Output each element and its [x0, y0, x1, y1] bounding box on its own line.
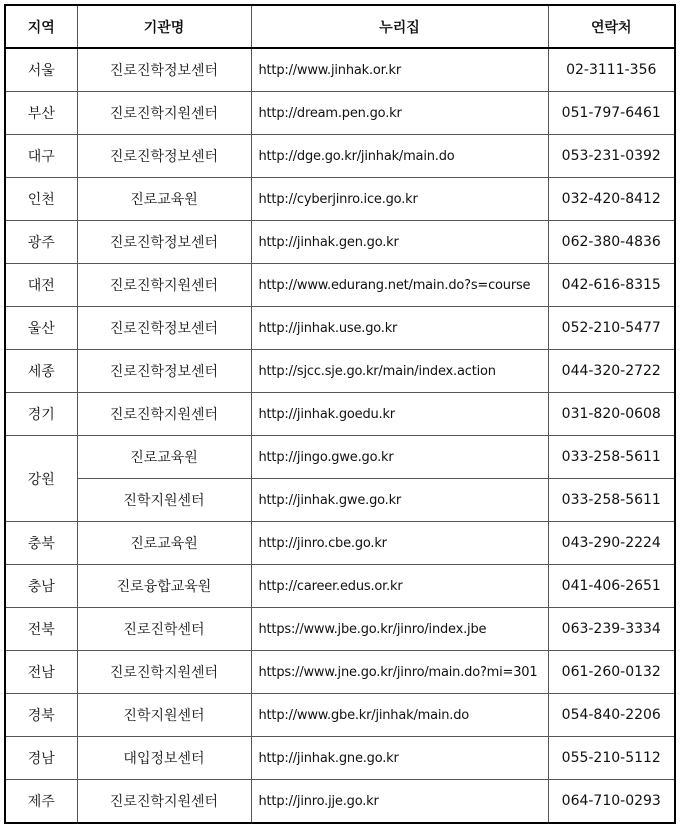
region-cell: 충북: [5, 522, 77, 565]
website-link[interactable]: https://www.jne.go.kr/jinro/main.do?mi=301: [251, 651, 548, 694]
phone-cell: 043-290-2224: [548, 522, 675, 565]
phone-cell: 041-406-2651: [548, 565, 675, 608]
phone-cell: 055-210-5112: [548, 737, 675, 780]
phone-cell: 033-258-5611: [548, 436, 675, 479]
website-link[interactable]: http://sjcc.sje.go.kr/main/index.action: [251, 350, 548, 393]
region-cell: 세종: [5, 350, 77, 393]
org-cell: 진로진학정보센터: [77, 48, 251, 92]
table-row: [5, 737, 675, 780]
phone-cell: 042-616-8315: [548, 264, 675, 307]
website-link[interactable]: https://www.jbe.go.kr/jinro/index.jbe: [251, 608, 548, 651]
region-cell: 충남: [5, 565, 77, 608]
career-center-table: [4, 4, 676, 824]
org-cell: 진로진학지원센터: [77, 393, 251, 436]
region-cell: 서울: [5, 48, 77, 92]
table-row: [5, 436, 675, 479]
org-cell: 진로교육원: [77, 436, 251, 479]
region-cell: 경기: [5, 393, 77, 436]
website-link[interactable]: http://jinhak.gen.go.kr: [251, 221, 548, 264]
table-row: [5, 479, 675, 522]
table-row: [5, 780, 675, 824]
region-cell: 전남: [5, 651, 77, 694]
phone-cell: 053-231-0392: [548, 135, 675, 178]
org-cell: 진로진학지원센터: [77, 780, 251, 824]
table-row: [5, 92, 675, 135]
region-cell: 경북: [5, 694, 77, 737]
website-link[interactable]: http://jinhak.gne.go.kr: [251, 737, 548, 780]
header-org: 기관명: [77, 5, 251, 48]
org-cell: 진학지원센터: [77, 694, 251, 737]
header-row: [5, 5, 675, 48]
table-row: [5, 350, 675, 393]
website-link[interactable]: http://jinhak.goedu.kr: [251, 393, 548, 436]
region-cell: 광주: [5, 221, 77, 264]
org-cell: 진로진학지원센터: [77, 264, 251, 307]
org-cell: 대입정보센터: [77, 737, 251, 780]
table-row: [5, 48, 675, 92]
region-cell: 대전: [5, 264, 77, 307]
phone-cell: 062-380-4836: [548, 221, 675, 264]
phone-cell: 061-260-0132: [548, 651, 675, 694]
phone-cell: 032-420-8412: [548, 178, 675, 221]
table-row: [5, 651, 675, 694]
region-cell: 울산: [5, 307, 77, 350]
region-cell: 경남: [5, 737, 77, 780]
table-row: [5, 178, 675, 221]
region-cell: 인천: [5, 178, 77, 221]
org-cell: 진로진학정보센터: [77, 307, 251, 350]
phone-cell: 051-797-6461: [548, 92, 675, 135]
phone-cell: 044-320-2722: [548, 350, 675, 393]
region-cell: 대구: [5, 135, 77, 178]
table-row: [5, 221, 675, 264]
website-link[interactable]: http://jinro.cbe.go.kr: [251, 522, 548, 565]
website-link[interactable]: http://www.edurang.net/main.do?s=course: [251, 264, 548, 307]
org-cell: 진로진학정보센터: [77, 221, 251, 264]
phone-cell: 052-210-5477: [548, 307, 675, 350]
header-website: 누리집: [251, 5, 548, 48]
region-cell: 부산: [5, 92, 77, 135]
website-link[interactable]: http://www.gbe.kr/jinhak/main.do: [251, 694, 548, 737]
org-cell: 진로교육원: [77, 522, 251, 565]
website-link[interactable]: http://dream.pen.go.kr: [251, 92, 548, 135]
org-cell: 진로교육원: [77, 178, 251, 221]
website-link[interactable]: http://jinhak.use.go.kr: [251, 307, 548, 350]
table-row: [5, 393, 675, 436]
header-contact: 연락처: [548, 5, 675, 48]
phone-cell: 054-840-2206: [548, 694, 675, 737]
website-link[interactable]: http://jingo.gwe.go.kr: [251, 436, 548, 479]
org-cell: 진학지원센터: [77, 479, 251, 522]
region-cell: 강원: [5, 436, 77, 522]
header-region: 지역: [5, 5, 77, 48]
table-row: [5, 135, 675, 178]
website-link[interactable]: http://career.edus.or.kr: [251, 565, 548, 608]
phone-cell: 031-820-0608: [548, 393, 675, 436]
table-row: [5, 264, 675, 307]
region-cell: 제주: [5, 780, 77, 824]
table-row: [5, 608, 675, 651]
table-row: [5, 694, 675, 737]
region-cell: 전북: [5, 608, 77, 651]
website-link[interactable]: http://www.jinhak.or.kr: [251, 48, 548, 92]
org-cell: 진로진학정보센터: [77, 350, 251, 393]
phone-cell: 064-710-0293: [548, 780, 675, 824]
org-cell: 진로진학센터: [77, 608, 251, 651]
table-row: [5, 307, 675, 350]
phone-cell: 033-258-5611: [548, 479, 675, 522]
website-link[interactable]: http://cyberjinro.ice.go.kr: [251, 178, 548, 221]
phone-cell: 02-3111-356: [548, 48, 675, 92]
org-cell: 진로진학정보센터: [77, 135, 251, 178]
website-link[interactable]: http://jinhak.gwe.go.kr: [251, 479, 548, 522]
table-row: [5, 565, 675, 608]
org-cell: 진로융합교육원: [77, 565, 251, 608]
table-row: [5, 522, 675, 565]
website-link[interactable]: http://dge.go.kr/jinhak/main.do: [251, 135, 548, 178]
phone-cell: 063-239-3334: [548, 608, 675, 651]
org-cell: 진로진학지원센터: [77, 651, 251, 694]
org-cell: 진로진학지원센터: [77, 92, 251, 135]
website-link[interactable]: http://jinro.jje.go.kr: [251, 780, 548, 824]
